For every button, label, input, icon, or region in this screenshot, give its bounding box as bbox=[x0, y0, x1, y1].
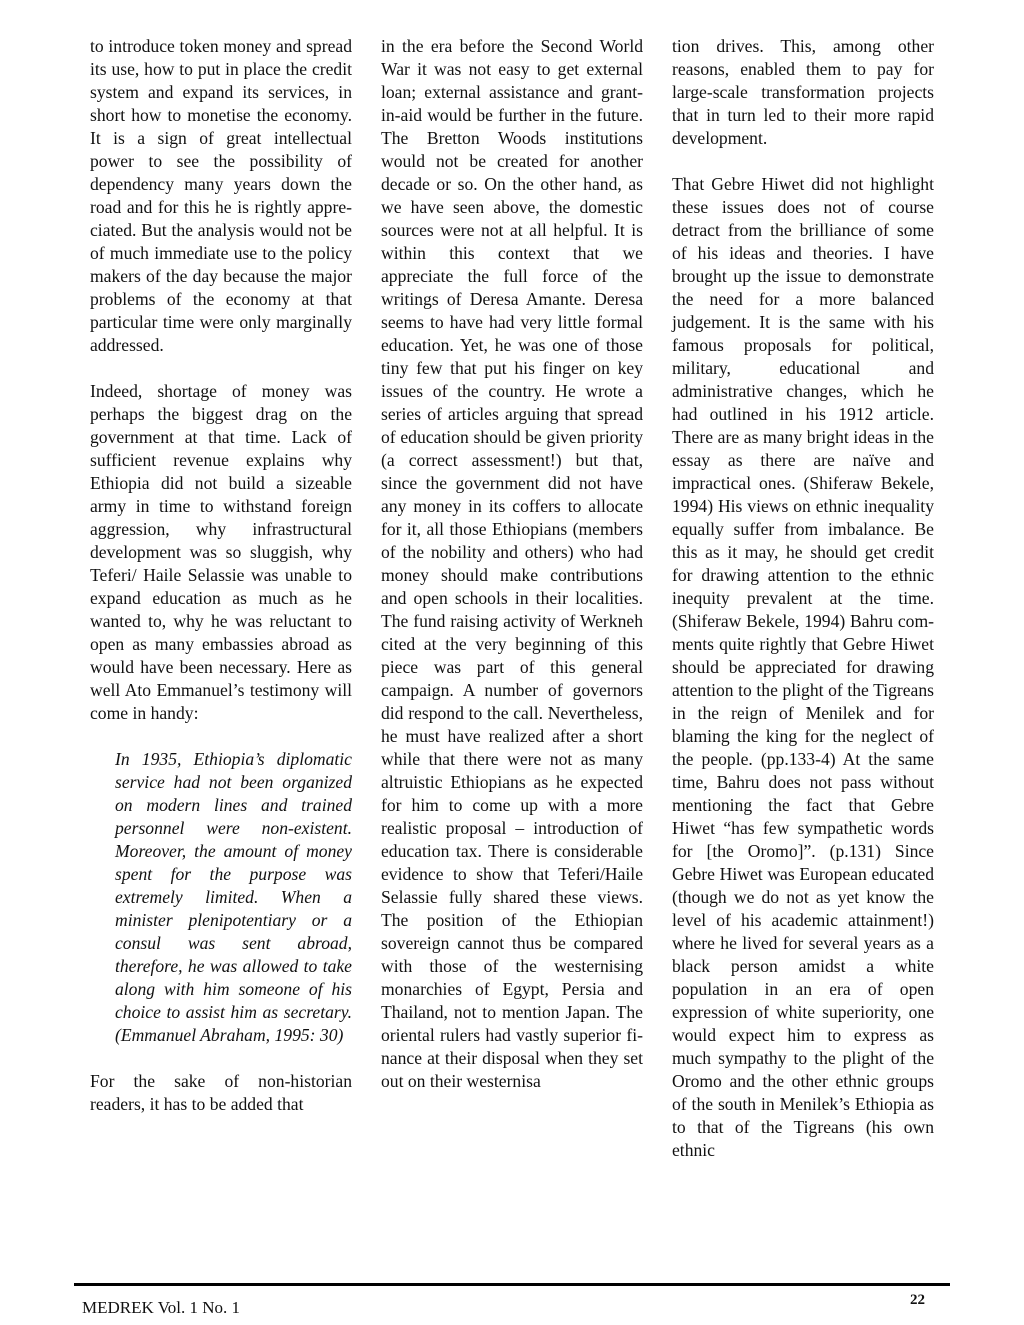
block-quote: In 1935, Ethiopia’s diplomatic service had not been organized on modern lines and trained personnel were non-existent. Moreover, the amount of money spent for the purpose was extremely limited. When a minister plenipotentiary or a consul was sent abroad, therefore, he was allowed to take along with him someone of his choice to assist him as secretary. (Emmanuel Abraham, 1995: 30) bbox=[115, 749, 352, 1045]
footer-rule bbox=[74, 1283, 950, 1286]
paragraph: in the era before the Second World War it was not easy to get external loan; external assistance and grant-in-aid would be further in the future. The Bretton Woods institutions would not be created for another decade or so. On the other hand, as we have seen above, the domestic sources were not at all helpful. It is within this context that we appreciate the full force of the writings of Deresa Amante. Deresa seems to have had very little formal education. Yet, he was one of those tiny few that put his finger on key issues of the country. He wrote a series of articles arguing that spread of education should be given priority (a correct assessment!) but that, since the government did not have any money in its coffers to allocate for it, all those Ethiopians (members of the nobility and others) who had money should make contributions and open schools in their localities. The fund raising activity of Werkneh cited at the very beginning of this piece was part of this general campaign. A number of governors did respond to the call. Nevertheless, he must have realized after a short while that there were not as many altruistic Ethiopians as he expected for him to come up with a more realistic proposal – introduction of education tax. There is considerable evidence to show that Teferi/Haile Selassie fully shared these views. The position of the Ethiopian sovereign cannot thus be compared with those of the westernising monarchies of Egypt, Persia and Thailand, not to mention Japan. The oriental rulers had vastly superior finance at their disposal when they set out on their westernisa bbox=[381, 36, 643, 1091]
paragraph: Indeed, shortage of money was perhaps the biggest drag on the government at that time. Lack of sufficient revenue explains why Ethiopia did not build a sizeable army in time to withstand foreign aggression, why infrastructural development was so sluggish, why Teferi/ Haile Selassie was unable to expand education as much as he wanted to, why he was reluctant to open as many embassies abroad as would have been necessary. Here as well Ato Emmanuel’s testimony will come in handy: bbox=[90, 381, 352, 723]
paragraph: tion drives. This, among other reasons, enabled them to pay for large-scale transformation projects that in turn led to their more rapid development. bbox=[672, 36, 934, 148]
text-column-2 bbox=[381, 35, 643, 1116]
text-column-3 bbox=[672, 35, 934, 1185]
paragraph: For the sake of non-historian readers, it has to be added that bbox=[90, 1071, 352, 1114]
paragraph: to introduce token money and spread its use, how to put in place the credit system and expand its services, in short how to monetise the economy. It is a sign of great intellectual power to see the possibility of dependency many years down the road and for this he is rightly appreciated. But the analysis would not be of much immediate use to the policy makers of the day because the major problems of the economy at that particular time were only marginally addressed. bbox=[90, 36, 352, 355]
paragraph: That Gebre Hiwet did not highlight these issues does not of course detract from the brilliance of some of his ideas and theories. I have brought up the issue to demonstrate the need for a more balanced judgement. It is the same with his famous proposals for political, military, educational and administrative changes, which he had outlined in his 1912 article. There are as many bright ideas in the essay as there are naïve and impractical ones. (Shiferaw Bekele, 1994) His views on ethnic inequality equally suffer from imbalance. Be this as it may, he should get credit for drawing attention to the ethnic inequity prevalent at the time. (Shiferaw Bekele, 1994) Bahru comments quite rightly that Gebre Hiwet should be appreciated for drawing attention to the plight of the Tigreans in the reign of Menilek and for blaming the king for the neglect of the people. (pp.133-4) At the same time, Bahru does not pass without mentioning the fact that Gebre Hiwet “has few sympathetic words for [the Oromo]”. (p.131) Since Gebre Hiwet was European educated (though we do not as yet know the level of his academic attainment!) where he lived for several years as a black person amidst a white population in an era of open expression of white superiority, one would expect him to express as much sympathy to the plight of the Oromo and the other ethnic groups of the south in Menilek’s Ethiopia as to that of the Tigreans (his own ethnic bbox=[672, 174, 934, 1160]
journal-title: MEDREK Vol. 1 No. 1 bbox=[82, 1298, 241, 1317]
page-number: 22 bbox=[910, 1292, 925, 1308]
text-column-1 bbox=[90, 35, 352, 1139]
